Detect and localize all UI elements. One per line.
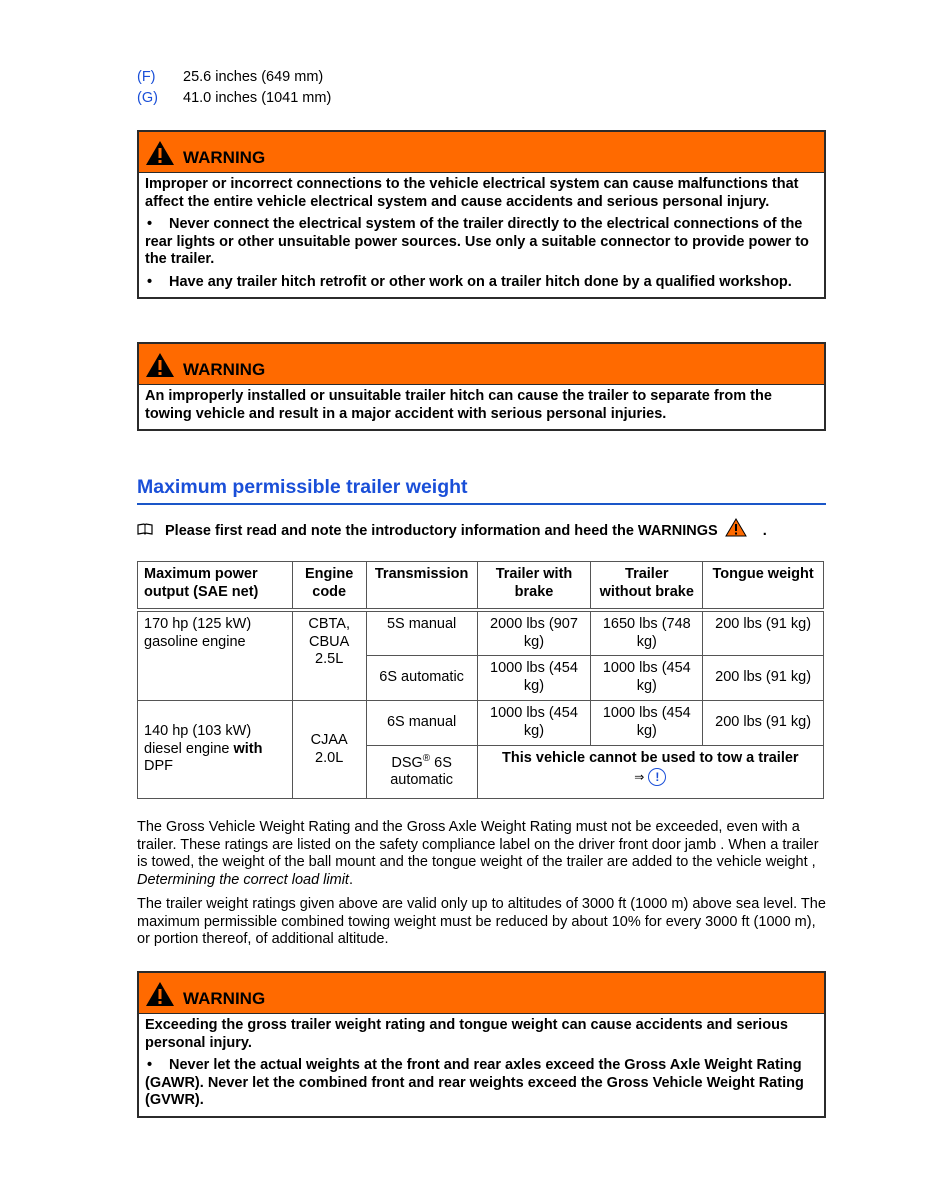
warning-box-weight xyxy=(137,971,826,1118)
link-load-limit[interactable]: Determining the correct load limit xyxy=(137,871,349,888)
read-note-end: . xyxy=(762,523,767,539)
cell-with-brake: 1000 lbs (454 kg) xyxy=(477,701,591,746)
warning-body xyxy=(139,173,824,297)
warning-triangle-icon[interactable] xyxy=(725,518,747,537)
bullet-icon: • xyxy=(147,216,153,232)
read-note xyxy=(137,518,837,539)
trailer-weight-table xyxy=(137,561,824,799)
dimension-value: 25.6 inches (649 mm) xyxy=(183,69,324,85)
paragraph-gvwr xyxy=(137,819,827,889)
cell-tongue: 200 lbs (91 kg) xyxy=(703,701,824,746)
dimension-f xyxy=(137,69,323,85)
cell-without-brake: 1000 lbs (454 kg) xyxy=(591,656,703,701)
dsg-text: DSG xyxy=(391,754,423,771)
warning-intro: Improper or incorrect connections to the vehicle electrical system can cause malfunctions that affect the entire vehicle electrical system and cause accidents and serious personal injury. xyxy=(145,176,799,210)
dimension-g xyxy=(137,90,331,106)
dimension-letter: (G) xyxy=(137,90,158,106)
cell-cannot-tow xyxy=(477,746,823,799)
cell-engine: CBTA, CBUA 2.5L xyxy=(292,610,366,701)
dimension-value: 41.0 inches (1041 mm) xyxy=(183,90,332,106)
table-row xyxy=(138,701,824,746)
col-header-tongue: Tongue weight xyxy=(703,562,824,611)
warning-box-hitch xyxy=(137,342,826,431)
warning-title: WARNING xyxy=(183,148,266,167)
paragraph-text-end: . xyxy=(348,871,353,888)
warning-box-electrical xyxy=(137,130,826,299)
warning-title: WARNING xyxy=(183,989,266,1008)
registered-mark: ® xyxy=(422,753,431,764)
cell-transmission: 6S automatic xyxy=(366,656,477,701)
bullet-icon: • xyxy=(147,273,153,290)
warning-intro: Exceeding the gross trailer weight rating and tongue weight can cause accidents and serious personal injury. xyxy=(145,1017,788,1051)
cell-transmission: 5S manual xyxy=(366,610,477,656)
cell-tongue: 200 lbs (91 kg) xyxy=(703,610,824,656)
warning-header xyxy=(139,973,824,1014)
cell-power: 170 hp (125 kW) gasoline engine xyxy=(138,610,293,701)
cell-with-brake: 1000 lbs (454 kg) xyxy=(477,656,591,701)
warning-bullet-text: Have any trailer hitch retrofit or other work on a trailer hitch done by a qualified workshop. xyxy=(169,273,792,290)
warning-title: WARNING xyxy=(183,360,266,379)
warning-bullet xyxy=(145,216,818,269)
paragraph-text: The Gross Vehicle Weight Rating and the Gross Axle Weight Rating must not be exceeded, even with a trailer. These ratings are listed on the safety compliance label on the driver front door jamb . When a trailer is towed, the weight of the ball mount and the tongue weight of the trailer are added to the vehicle weight , xyxy=(137,819,819,870)
cell-with-brake: 2000 lbs (907 kg) xyxy=(477,610,591,656)
cell-tongue: 200 lbs (91 kg) xyxy=(703,656,824,701)
alert-circle-icon[interactable]: ! xyxy=(648,768,666,786)
warning-bullet xyxy=(145,1057,818,1110)
warning-body xyxy=(139,1014,824,1116)
warning-bullet-text: Never let the actual weights at the front and rear axles exceed the Gross Axle Weight Rating (GAWR). Never let the combined front and rear weights exceed the Gross Vehicle Weight Rating (GVWR). xyxy=(145,1057,804,1108)
warning-header xyxy=(139,132,824,173)
table-header-row xyxy=(138,562,824,611)
warning-bullet-text: Never connect the electrical system of the trailer directly to the electrical connections of the rear lights or other unsuitable power sources. Use only a suitable connector to provide power to the trailer. xyxy=(145,216,809,267)
col-header-transmission: Transmission xyxy=(366,562,477,611)
read-note-text: Please first read and note the introductory information and heed the WARNINGS xyxy=(165,523,718,539)
cell-without-brake: 1650 lbs (748 kg) xyxy=(591,610,703,656)
cell-power-text: 140 hp (103 kW) diesel engine xyxy=(144,723,252,757)
col-header-power: Maximum power output (SAE net) xyxy=(138,562,293,611)
cell-power xyxy=(138,701,293,799)
cell-without-brake: 1000 lbs (454 kg) xyxy=(591,701,703,746)
warning-intro: An improperly installed or unsuitable trailer hitch can cause the trailer to separate from the towing vehicle and result in a major accident with serious personal injuries. xyxy=(145,388,772,422)
bullet-icon: • xyxy=(147,1057,153,1073)
col-header-engine: Engine code xyxy=(292,562,366,611)
cell-transmission: 6S manual xyxy=(366,701,477,746)
warning-header xyxy=(139,344,824,385)
col-header-with-brake: Trailer with brake xyxy=(477,562,591,611)
dsg-text-2: 6S automatic xyxy=(390,754,454,789)
arrow-icon: ⇒ xyxy=(634,769,645,784)
dimension-letter: (F) xyxy=(137,69,156,85)
warning-bullet xyxy=(145,274,818,292)
section-heading: Maximum permissible trailer weight xyxy=(137,476,826,505)
warning-triangle-icon xyxy=(145,140,175,166)
warning-body xyxy=(139,385,824,429)
cannot-tow-text: This vehicle cannot be used to tow a trailer xyxy=(502,750,799,766)
paragraph-altitude: The trailer weight ratings given above are valid only up to altitudes of 3000 ft (1000 m) above sea level. The maximum permissible combined towing weight must be reduced by about 10% for every 3000 ft (1000 m), or portion thereof, of additional altitude. xyxy=(137,896,826,947)
warning-triangle-icon xyxy=(145,981,175,1007)
warning-triangle-icon xyxy=(145,352,175,378)
cell-power-text-2: DPF xyxy=(144,758,173,775)
cell-engine: CJAA 2.0L xyxy=(292,701,366,799)
cell-transmission xyxy=(366,746,477,799)
col-header-without-brake: Trailer without brake xyxy=(591,562,703,611)
table-row xyxy=(138,610,824,656)
cell-power-bold: with xyxy=(233,740,263,757)
book-icon xyxy=(137,523,165,539)
